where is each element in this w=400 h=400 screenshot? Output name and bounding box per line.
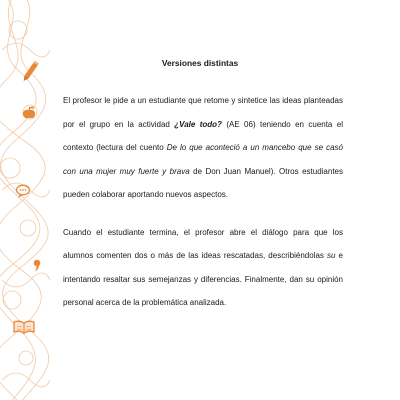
body-text	[63, 89, 343, 329]
paragraph-instruction	[63, 89, 343, 207]
text-run: El profesor le pide a un estudiante que retome y sintetice las ideas planteadas por el grupo en la actividad	[63, 96, 343, 129]
activity-title: ¿Vale todo?	[174, 119, 222, 129]
text-run: (AE 06) teniendo en cuenta el contexto (lectura del cuento	[63, 119, 343, 152]
page-title: Versiones distintas	[161, 58, 239, 68]
comma-icon	[34, 260, 41, 272]
pencil-icon	[22, 61, 39, 83]
story-title: De lo que aconteció a un mancebo que se casó con una mujer muy fuerte y brava	[63, 143, 343, 176]
italic-word: su	[327, 251, 336, 260]
text-run: de Don Juan Manuel). Otros estudiantes pueden colaborar aportando nuevos aspectos.	[63, 166, 344, 199]
decorative-swirl-border	[0, 0, 52, 400]
paragraph-dialogue	[63, 221, 343, 315]
text-run: Cuando el estudiante termina, el profesor abre el diálogo para que los alumnos comenten dos o más de las ideas rescatadas, describiéndolas	[63, 227, 343, 260]
text-run: e intentando resaltar sus semejanzas y diferencias. Finalmente, dan su opinión personal acerca de la problemática analizada.	[63, 251, 343, 307]
apple-icon	[23, 107, 35, 119]
